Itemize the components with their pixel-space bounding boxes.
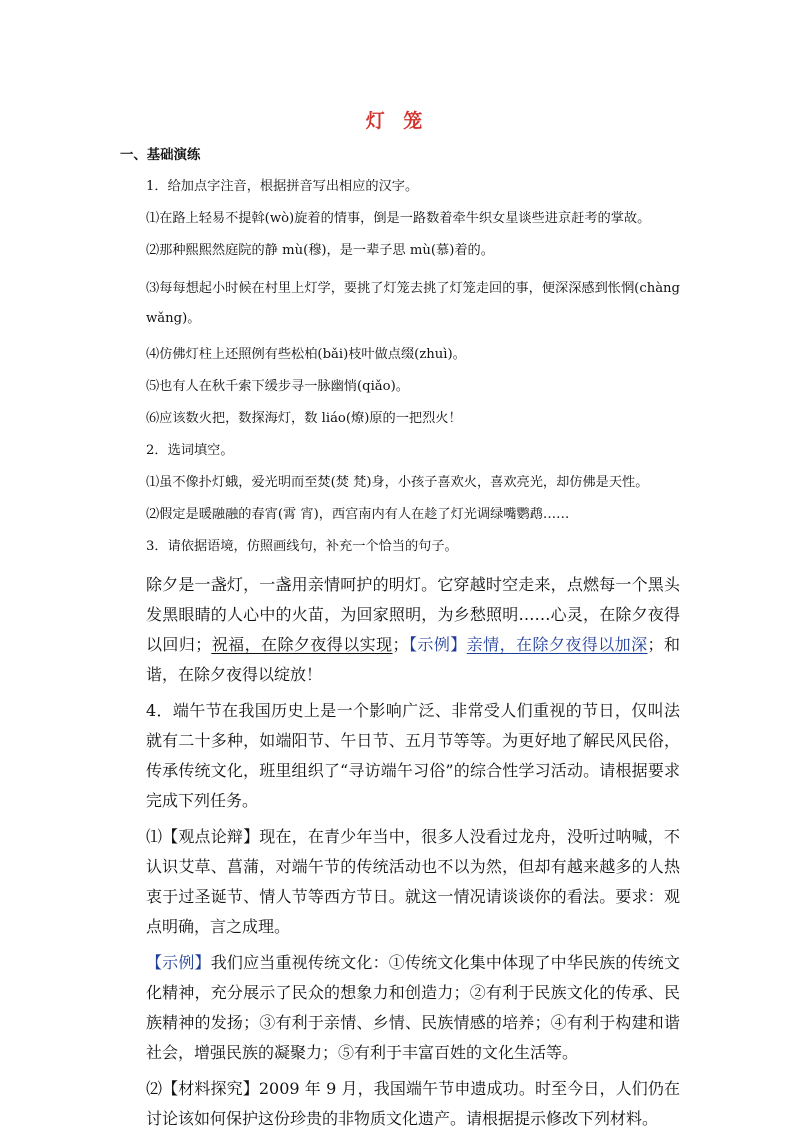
question-1-item-6: ⑹应该数火把，数探海灯，数 liáo(燎)原的一把烈火！ — [146, 411, 462, 426]
underlined-sentence: 祝福，在除夕夜得以实现 — [211, 635, 393, 654]
question-3-passage — [120, 570, 680, 690]
passage-text: 除夕是一盏灯，一盏用亲情呵护的明灯。它穿越时空走来，点燃每一个黑头发黑眼睛的人心中的火苗，为回家照明，为乡愁照明……心灵，在除夕夜得以回归； — [146, 575, 680, 654]
question-1-item-3: ⑶每每想起小时候在村里上灯学，要挑了灯笼去挑了灯笼走回的事，便深深感到怅惘(chàng wǎng)。 — [146, 281, 680, 326]
question-4-sub-1: ⑴【观点论辩】现在，在青少年当中，很多人没看过龙舟，没听过呐喊，不认识艾草、菖蒲，对端午节的传统活动也不以为然，但却有越来越多的人热衷于过圣诞节、情人节等西方节日。就这一情况请谈谈你的看法。要求：观点明确，言之成理。 — [146, 827, 680, 936]
passage-separator: ； — [392, 635, 409, 654]
answer-tag: 【示例】 — [146, 953, 211, 972]
page-title: 灯 笼 — [365, 110, 429, 132]
document-body — [120, 146, 680, 1136]
question-1-item-4: ⑷仿佛灯柱上还照例有些松柏(bǎi)枝叶做点缀(zhuì)。 — [146, 347, 466, 362]
example-tag: 【示例】 — [408, 635, 467, 654]
question-4-sub-2: ⑵【材料探究】2009 年 9 月，我国端午节申遗成功。时至今日，人们仍在讨论该如何保护这份珍贵的非物质文化遗产。请根据提示修改下列材料。 — [146, 1079, 680, 1128]
question-1-stem: 1．给加点字注音，根据拼音写出相应的汉字。 — [146, 179, 419, 194]
answer-text: 我们应当重视传统文化：①传统文化集中体现了中华民族的传统文化精神，充分展示了民众的想象力和创造力；②有利于民族文化的传承、民族精神的发扬；③有利于亲情、乡情、民族情感的培养；④有利于构建和谐社会，增强民族的凝聚力；⑤有利于丰富百姓的文化生活等。 — [146, 953, 680, 1062]
question-4-answer — [120, 948, 680, 1068]
question-2-item-1: ⑴虽不像扑灯蛾，爱光明而至焚(焚 梵)身，小孩子喜欢火，喜欢亮光，却仿佛是天性。 — [146, 475, 649, 490]
passage-ending: ；和谐，在除夕夜得以绽放！ — [146, 635, 680, 684]
question-4-stem: 4．端午节在我国历史上是一个影响广泛、非常受人们重视的节日，仅叫法就有二十多种，如端阳节、午日节、五月节等等。为更好地了解民风民俗，传承传统文化，班里组织了“寻访端午习俗”的综合性学习活动。请根据要求完成下列任务。 — [146, 701, 680, 810]
answer-sentence: 亲情，在除夕夜得以加深 — [466, 635, 648, 654]
question-2-item-2: ⑵假定是暖融融的春宵(霄 宵)，西宫南内有人在趁了灯光调绿嘴鹦鹉…… — [146, 507, 570, 522]
question-3-stem: 3．请依据语境，仿照画线句，补充一个恰当的句子。 — [146, 539, 458, 554]
question-2-stem: 2．选词填空。 — [146, 443, 234, 458]
question-1-item-1: ⑴在路上轻易不提斡(wò)旋着的情事，倒是一路数着牵牛织女星谈些进京赶考的掌故。 — [146, 211, 651, 226]
question-1-item-5: ⑸也有人在秋千索下缓步寻一脉幽悄(qiǎo)。 — [146, 379, 409, 394]
question-1-item-2: ⑵那种熙熙然庭院的静 mù(穆)，是一辈子思 mù(慕)着的。 — [146, 243, 494, 258]
section-heading: 一、基础演练 — [120, 147, 201, 163]
